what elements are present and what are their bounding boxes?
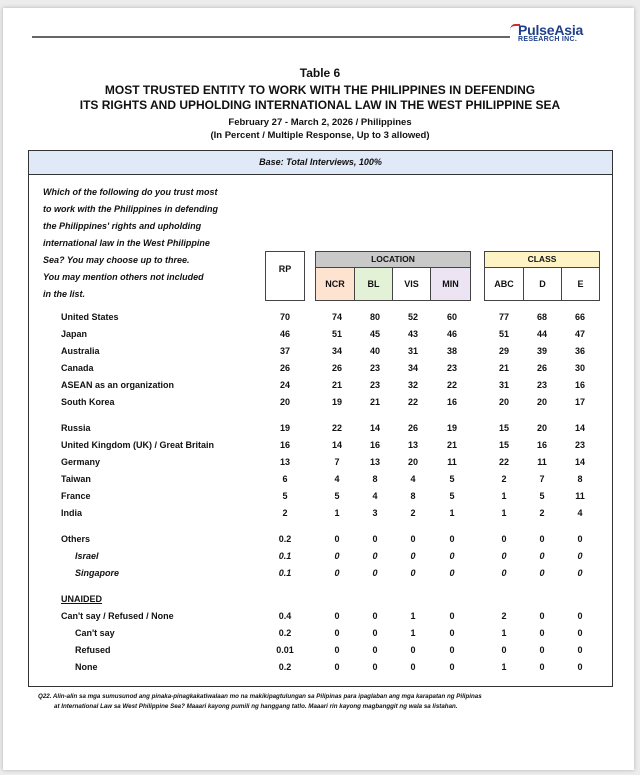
question-line: the Philippines' rights and upholding <box>43 221 202 231</box>
cell-value: 14 <box>369 423 380 433</box>
row-label: Taiwan <box>61 474 91 484</box>
cell-value: 1 <box>449 508 455 518</box>
cell-value: 14 <box>574 457 585 467</box>
cell-value: 2 <box>282 508 288 518</box>
cell-value: 13 <box>279 457 290 467</box>
cell-value: 0 <box>449 534 455 544</box>
location-title: LOCATION <box>316 252 470 268</box>
cell-value: 1 <box>501 662 507 672</box>
cell-value: 2 <box>539 508 545 518</box>
cell-value: 11 <box>447 457 457 467</box>
question-line: Which of the following do you trust most <box>43 187 218 197</box>
cell-value: 8 <box>372 474 378 484</box>
cell-value: 2 <box>410 508 416 518</box>
cell-value: 0 <box>372 551 378 561</box>
cell-value: 0 <box>539 628 545 638</box>
cell-value: 34 <box>407 363 418 373</box>
cell-value: 0 <box>577 662 583 672</box>
cell-value: 0 <box>410 568 416 578</box>
table-row <box>29 394 612 411</box>
table-row <box>29 608 612 625</box>
cell-value: 20 <box>536 397 547 407</box>
table-number: Table 6 <box>299 66 341 80</box>
cell-value: 3 <box>372 508 378 518</box>
cell-value: 14 <box>331 440 342 450</box>
cell-value: 5 <box>449 474 455 484</box>
cell-value: 40 <box>369 346 380 356</box>
cell-value: 0 <box>334 534 340 544</box>
rp-column-header <box>265 251 305 301</box>
cell-value: 0 <box>334 611 340 621</box>
cell-value: 66 <box>574 312 585 322</box>
cell-value: 22 <box>446 380 457 390</box>
col-e: E <box>577 279 584 289</box>
table-row <box>29 642 612 659</box>
question-line: You may mention others not included <box>43 272 204 282</box>
cell-value: 13 <box>369 457 380 467</box>
row-label: France <box>61 491 91 501</box>
cell-value: 31 <box>498 380 509 390</box>
row-label: Canada <box>61 363 94 373</box>
cell-value: 68 <box>536 312 547 322</box>
row-label: Israel <box>75 551 99 561</box>
cell-value: 0 <box>334 568 340 578</box>
cell-value: 0 <box>410 662 416 672</box>
cell-value: 0 <box>501 568 507 578</box>
footnote <box>38 692 598 712</box>
cell-value: 1 <box>501 628 507 638</box>
cell-value: 0 <box>577 611 583 621</box>
cell-value: 5 <box>282 491 288 501</box>
title-line-2: ITS RIGHTS AND UPHOLDING INTERNATIONAL LAW IN THE WEST PHILIPPINE SEA <box>79 98 561 112</box>
row-label: Germany <box>61 457 101 467</box>
cell-value: 0 <box>539 611 545 621</box>
cell-value: 60 <box>446 312 457 322</box>
cell-value: 30 <box>574 363 585 373</box>
cell-value: 16 <box>536 440 547 450</box>
cell-value: 77 <box>498 312 509 322</box>
question-line: in the list. <box>43 289 86 299</box>
cell-value: 29 <box>498 346 509 356</box>
cell-value: 70 <box>279 312 290 322</box>
cell-value: 0 <box>539 568 545 578</box>
question-text <box>43 184 268 303</box>
cell-value: 0 <box>449 568 455 578</box>
col-ncr: NCR <box>316 268 355 300</box>
question-line: Sea? You may choose up to three. <box>43 255 190 265</box>
cell-value: 0 <box>334 645 340 655</box>
cell-value: 1 <box>501 491 507 501</box>
cell-value: 20 <box>498 397 509 407</box>
cell-value: 44 <box>536 329 547 339</box>
footnote-line-2: at International Law sa West Philippine Sea? Maaari kayong pumili ng hanggang tatlo. Maaari rin kayong magbanggit ng wala sa listahan. <box>54 703 458 710</box>
cell-value: 8 <box>577 474 583 484</box>
col-vis: VIS <box>393 268 431 300</box>
cell-value: 0 <box>501 645 507 655</box>
cell-value: 20 <box>536 423 547 433</box>
cell-value: 31 <box>407 346 418 356</box>
cell-value: 4 <box>334 474 340 484</box>
cell-value: 0 <box>577 551 583 561</box>
cell-value: 0.1 <box>278 551 292 561</box>
cell-value: 2 <box>501 474 507 484</box>
cell-value: 38 <box>446 346 457 356</box>
cell-value: 0 <box>539 534 545 544</box>
table-row <box>29 420 612 437</box>
cell-value: 1 <box>410 628 416 638</box>
response-note: (In Percent / Multiple Response, Up to 3 allowed) <box>210 130 430 141</box>
cell-value: 0 <box>449 551 455 561</box>
cell-value: 0 <box>501 551 507 561</box>
table-row <box>29 531 612 548</box>
cell-value: 5 <box>449 491 455 501</box>
data-table <box>28 150 613 687</box>
cell-value: 21 <box>331 380 342 390</box>
title-line-1: MOST TRUSTED ENTITY TO WORK WITH THE PHILIPPINES IN DEFENDING <box>104 83 536 97</box>
cell-value: 0 <box>501 534 507 544</box>
row-label: Others <box>61 534 91 544</box>
cell-value: 0 <box>577 628 583 638</box>
col-d: D <box>524 268 562 300</box>
footnote-line-1: Q22. Alin-alin sa mga sumusunod ang pinaka-pinagkakatiwalaan mo na makikipagtulungan sa Pilipinas para ipaglaban ang mga karapatan ng Pilipinas <box>38 693 482 700</box>
cell-value: 0 <box>449 611 455 621</box>
cell-value: 7 <box>334 457 340 467</box>
cell-value: 14 <box>574 423 585 433</box>
pulse-asia-logo <box>518 22 583 43</box>
section-heading-label: UNAIDED <box>61 594 103 604</box>
class-title: CLASS <box>485 252 599 268</box>
row-label: United States <box>61 312 119 322</box>
cell-value: 1 <box>501 508 507 518</box>
cell-value: 0 <box>449 645 455 655</box>
survey-dates: February 27 - March 2, 2026 / Philippines <box>228 117 412 128</box>
cell-value: 22 <box>407 397 418 407</box>
header-rule <box>32 36 510 38</box>
cell-value: 17 <box>574 397 585 407</box>
cell-value: 0.1 <box>278 568 292 578</box>
cell-value: 47 <box>574 329 585 339</box>
table-row <box>29 488 612 505</box>
cell-value: 0 <box>334 662 340 672</box>
cell-value: 74 <box>331 312 342 322</box>
question-line: to work with the Philippines in defending <box>43 204 218 214</box>
cell-value: 21 <box>369 397 380 407</box>
cell-value: 0.2 <box>278 628 292 638</box>
cell-value: 46 <box>279 329 290 339</box>
cell-value: 4 <box>372 491 378 501</box>
logo-swoosh-icon <box>510 24 520 36</box>
cell-value: 0 <box>449 662 455 672</box>
cell-value: 0 <box>334 628 340 638</box>
cell-value: 19 <box>279 423 290 433</box>
cell-value: 43 <box>407 329 418 339</box>
cell-value: 21 <box>446 440 457 450</box>
cell-value: 23 <box>446 363 457 373</box>
table-row <box>29 326 612 343</box>
cell-value: 23 <box>369 380 380 390</box>
row-label: Can't say / Refused / None <box>61 611 174 621</box>
cell-value: 0 <box>577 534 583 544</box>
table-row <box>29 309 612 326</box>
table-row <box>29 471 612 488</box>
cell-value: 0 <box>410 534 416 544</box>
row-label: Singapore <box>75 568 120 578</box>
base-banner: Base: Total Interviews, 100% <box>29 151 612 175</box>
row-label: Refused <box>75 645 111 655</box>
cell-value: 16 <box>446 397 457 407</box>
cell-value: 23 <box>369 363 380 373</box>
row-label: Japan <box>61 329 88 339</box>
cell-value: 37 <box>279 346 290 356</box>
table-row <box>29 377 612 394</box>
cell-value: 24 <box>279 380 290 390</box>
class-header <box>484 251 600 301</box>
logo-sub: RESEARCH INC. <box>518 36 578 43</box>
location-header <box>315 251 471 301</box>
table-row <box>29 659 612 676</box>
cell-value: 21 <box>498 363 509 373</box>
cell-value: 52 <box>407 312 418 322</box>
cell-value: 0 <box>372 534 378 544</box>
row-label: South Korea <box>61 397 115 407</box>
row-label: India <box>61 508 83 518</box>
cell-value: 0.2 <box>278 534 292 544</box>
cell-value: 0 <box>334 551 340 561</box>
cell-value: 8 <box>410 491 416 501</box>
cell-value: 32 <box>407 380 418 390</box>
cell-value: 19 <box>331 397 342 407</box>
cell-value: 0 <box>372 568 378 578</box>
cell-value: 2 <box>501 611 507 621</box>
cell-value: 16 <box>574 380 585 390</box>
cell-value: 4 <box>410 474 416 484</box>
cell-value: 80 <box>369 312 380 322</box>
cell-value: 4 <box>577 508 583 518</box>
table-row <box>29 454 612 471</box>
row-label: United Kingdom (UK) / Great Britain <box>61 440 214 450</box>
col-min: MIN <box>431 268 470 300</box>
cell-value: 51 <box>498 329 509 339</box>
cell-value: 7 <box>539 474 545 484</box>
table-title <box>0 83 640 113</box>
cell-value: 0 <box>372 628 378 638</box>
logo-brand: PulseAsia <box>518 22 584 38</box>
cell-value: 36 <box>574 346 585 356</box>
question-line: international law in the West Philippine <box>43 238 210 248</box>
cell-value: 23 <box>574 440 585 450</box>
cell-value: 0 <box>577 645 583 655</box>
cell-value: 0 <box>372 611 378 621</box>
table-row <box>29 360 612 377</box>
table-row <box>29 437 612 454</box>
cell-value: 23 <box>536 380 547 390</box>
cell-value: 26 <box>536 363 547 373</box>
cell-value: 15 <box>498 440 509 450</box>
section-heading <box>29 591 612 608</box>
col-bl: BL <box>355 268 393 300</box>
cell-value: 20 <box>279 397 290 407</box>
cell-value: 11 <box>537 457 547 467</box>
cell-value: 45 <box>369 329 380 339</box>
cell-value: 0 <box>410 645 416 655</box>
cell-value: 1 <box>410 611 416 621</box>
cell-value: 15 <box>498 423 509 433</box>
cell-value: 0 <box>410 551 416 561</box>
cell-value: 39 <box>536 346 547 356</box>
cell-value: 20 <box>407 457 418 467</box>
cell-value: 11 <box>575 491 585 501</box>
cell-value: 5 <box>334 491 340 501</box>
cell-value: 22 <box>498 457 509 467</box>
table-row <box>29 565 612 582</box>
cell-value: 13 <box>407 440 418 450</box>
rp-label: RP <box>278 264 292 274</box>
cell-value: 22 <box>331 423 342 433</box>
cell-value: 0 <box>372 662 378 672</box>
cell-value: 0.2 <box>278 662 292 672</box>
row-label: None <box>75 662 98 672</box>
cell-value: 0.4 <box>278 611 292 621</box>
cell-value: 34 <box>331 346 342 356</box>
cell-value: 26 <box>279 363 290 373</box>
col-abc: ABC <box>485 268 524 300</box>
cell-value: 5 <box>539 491 545 501</box>
table-row <box>29 625 612 642</box>
cell-value: 1 <box>334 508 340 518</box>
cell-value: 16 <box>279 440 290 450</box>
cell-value: 0 <box>539 551 545 561</box>
cell-value: 0 <box>539 645 545 655</box>
cell-value: 0 <box>372 645 378 655</box>
cell-value: 26 <box>331 363 342 373</box>
row-label: Australia <box>61 346 100 356</box>
table-row <box>29 548 612 565</box>
table-row <box>29 343 612 360</box>
cell-value: 0 <box>577 568 583 578</box>
table-row <box>29 505 612 522</box>
row-label: ASEAN as an organization <box>61 380 175 390</box>
cell-value: 0 <box>449 628 455 638</box>
cell-value: 19 <box>446 423 457 433</box>
cell-value: 0 <box>539 662 545 672</box>
cell-value: 51 <box>331 329 342 339</box>
cell-value: 16 <box>369 440 380 450</box>
cell-value: 26 <box>407 423 418 433</box>
row-label: Can't say <box>75 628 115 638</box>
row-label: Russia <box>61 423 91 433</box>
cell-value: 0.01 <box>276 645 294 655</box>
cell-value: 6 <box>282 474 288 484</box>
cell-value: 46 <box>446 329 457 339</box>
